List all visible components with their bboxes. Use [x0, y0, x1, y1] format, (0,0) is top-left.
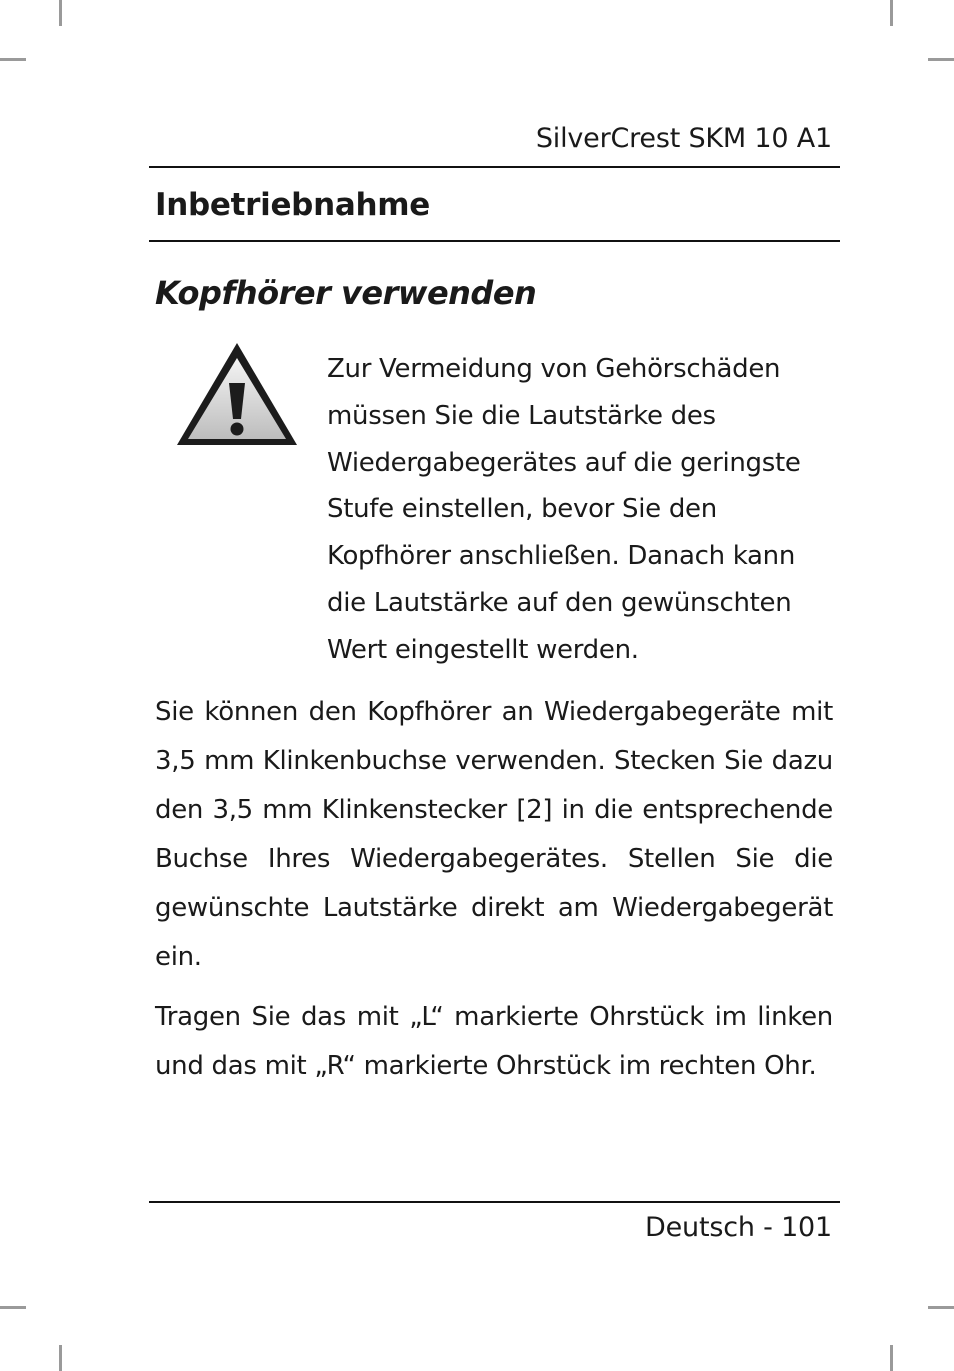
crop-mark	[890, 0, 893, 26]
crop-mark	[890, 1345, 893, 1371]
running-header: SilverCrest SKM 10 A1	[535, 123, 832, 154]
crop-mark	[0, 1306, 26, 1309]
section-rule	[149, 240, 840, 242]
crop-mark	[0, 58, 26, 61]
paragraph-earpieces: Tragen Sie das mit „L“ markierte Ohrstück im linken und das mit „R“ markierte Ohrstück im rechten Ohr.	[155, 1002, 833, 1081]
subsection-title: Kopfhörer verwenden	[155, 274, 537, 312]
crop-mark	[59, 0, 62, 26]
header-rule	[149, 166, 840, 168]
warning-triangle-icon	[175, 341, 299, 447]
crop-mark	[59, 1345, 62, 1371]
paragraph-usage: Sie können den Kopfhörer an Wiedergabegeräte mit 3,5 mm Klinkenbuchse verwenden. Stecken Sie dazu den 3,5 mm Klinkenstecker [2] in die entsprechende Buchse Ihres Wiedergabegerätes. Stellen Sie die gewünschte Lautstärke direkt am Wiedergabegerät ein.	[155, 697, 833, 972]
section-title: Inbetriebnahme	[155, 187, 430, 223]
page-number: Deutsch - 101	[645, 1212, 832, 1243]
footer-rule	[149, 1201, 840, 1203]
crop-mark	[928, 1306, 954, 1309]
crop-mark	[928, 58, 954, 61]
warning-text: Zur Vermeidung von Gehörschäden müssen Sie die Lautstärke des Wiedergabegerätes auf die geringste Stufe einstellen, bevor Sie den Kopfhörer anschließen. Danach kann die Lautstärke auf den gewünschten Wert eingestellt werden.	[327, 354, 801, 665]
